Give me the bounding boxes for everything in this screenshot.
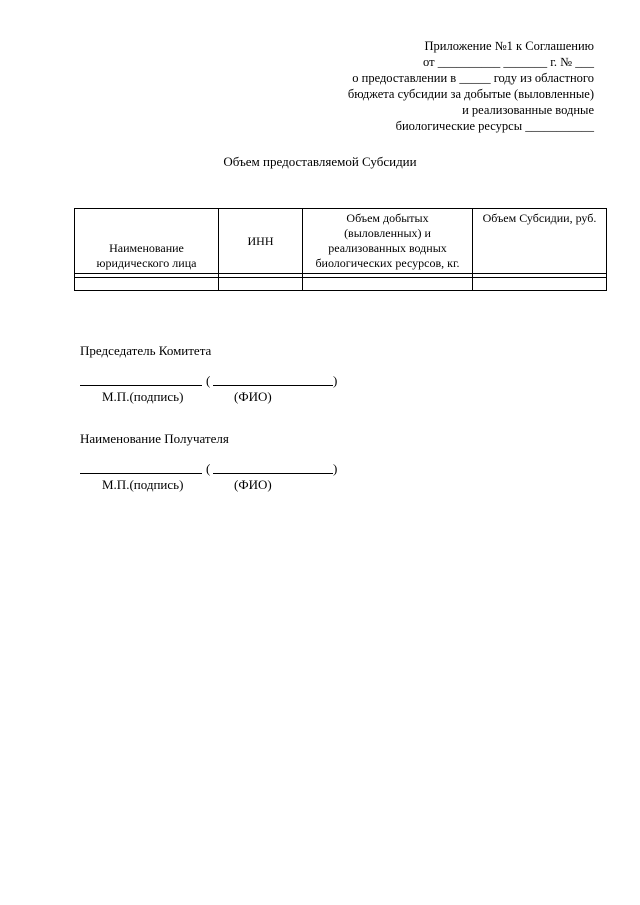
stamp-caption: М.П.(подпись) <box>102 477 184 492</box>
header-line: биологические ресурсы ___________ <box>395 119 594 133</box>
table-cell <box>219 278 303 291</box>
column-header-inn: ИНН <box>219 209 303 274</box>
name-blank <box>213 385 333 386</box>
signature-title: Наименование Получателя <box>80 431 229 446</box>
open-paren: ( <box>206 461 211 476</box>
stamp-caption: М.П.(подпись) <box>102 389 184 404</box>
signature-line <box>80 461 338 477</box>
column-header-entity-name: Наименование юридического лица <box>75 209 219 274</box>
header-line: от __________ _______ г. № ___ <box>423 55 594 69</box>
header-line: бюджета субсидии за добытые (выловленные) <box>347 87 594 101</box>
close-paren: ) <box>333 373 338 388</box>
open-paren: ( <box>206 373 211 388</box>
signature-blank <box>80 473 202 474</box>
name-caption: (ФИО) <box>234 477 272 492</box>
header-line: о предоставлении в _____ году из областного <box>352 71 594 85</box>
table-row <box>75 278 607 291</box>
signature-block-committee <box>80 343 338 405</box>
appendix-header <box>348 38 594 134</box>
name-blank <box>213 473 333 474</box>
table-cell <box>473 278 607 291</box>
signature-line <box>80 373 338 389</box>
header-line: и реализованные водные <box>462 103 594 117</box>
header-line: Приложение №1 к Соглашению <box>424 39 594 53</box>
column-header-volume: Объем добытых (выловленных) и реализованных водных биологических ресурсов, кг. <box>303 209 473 274</box>
table-cell <box>303 278 473 291</box>
signature-captions <box>80 477 272 493</box>
signature-block-recipient <box>80 431 338 493</box>
close-paren: ) <box>333 461 338 476</box>
signature-captions <box>80 389 272 405</box>
signature-blank <box>80 385 202 386</box>
subsidy-table <box>74 208 607 291</box>
name-caption: (ФИО) <box>234 389 272 404</box>
signature-title: Председатель Комитета <box>80 343 212 358</box>
table-header-row <box>75 209 607 274</box>
table-cell <box>75 278 219 291</box>
document-title: Объем предоставляемой Субсидии <box>223 154 417 169</box>
column-header-subsidy: Объем Субсидии, руб. <box>473 209 607 274</box>
